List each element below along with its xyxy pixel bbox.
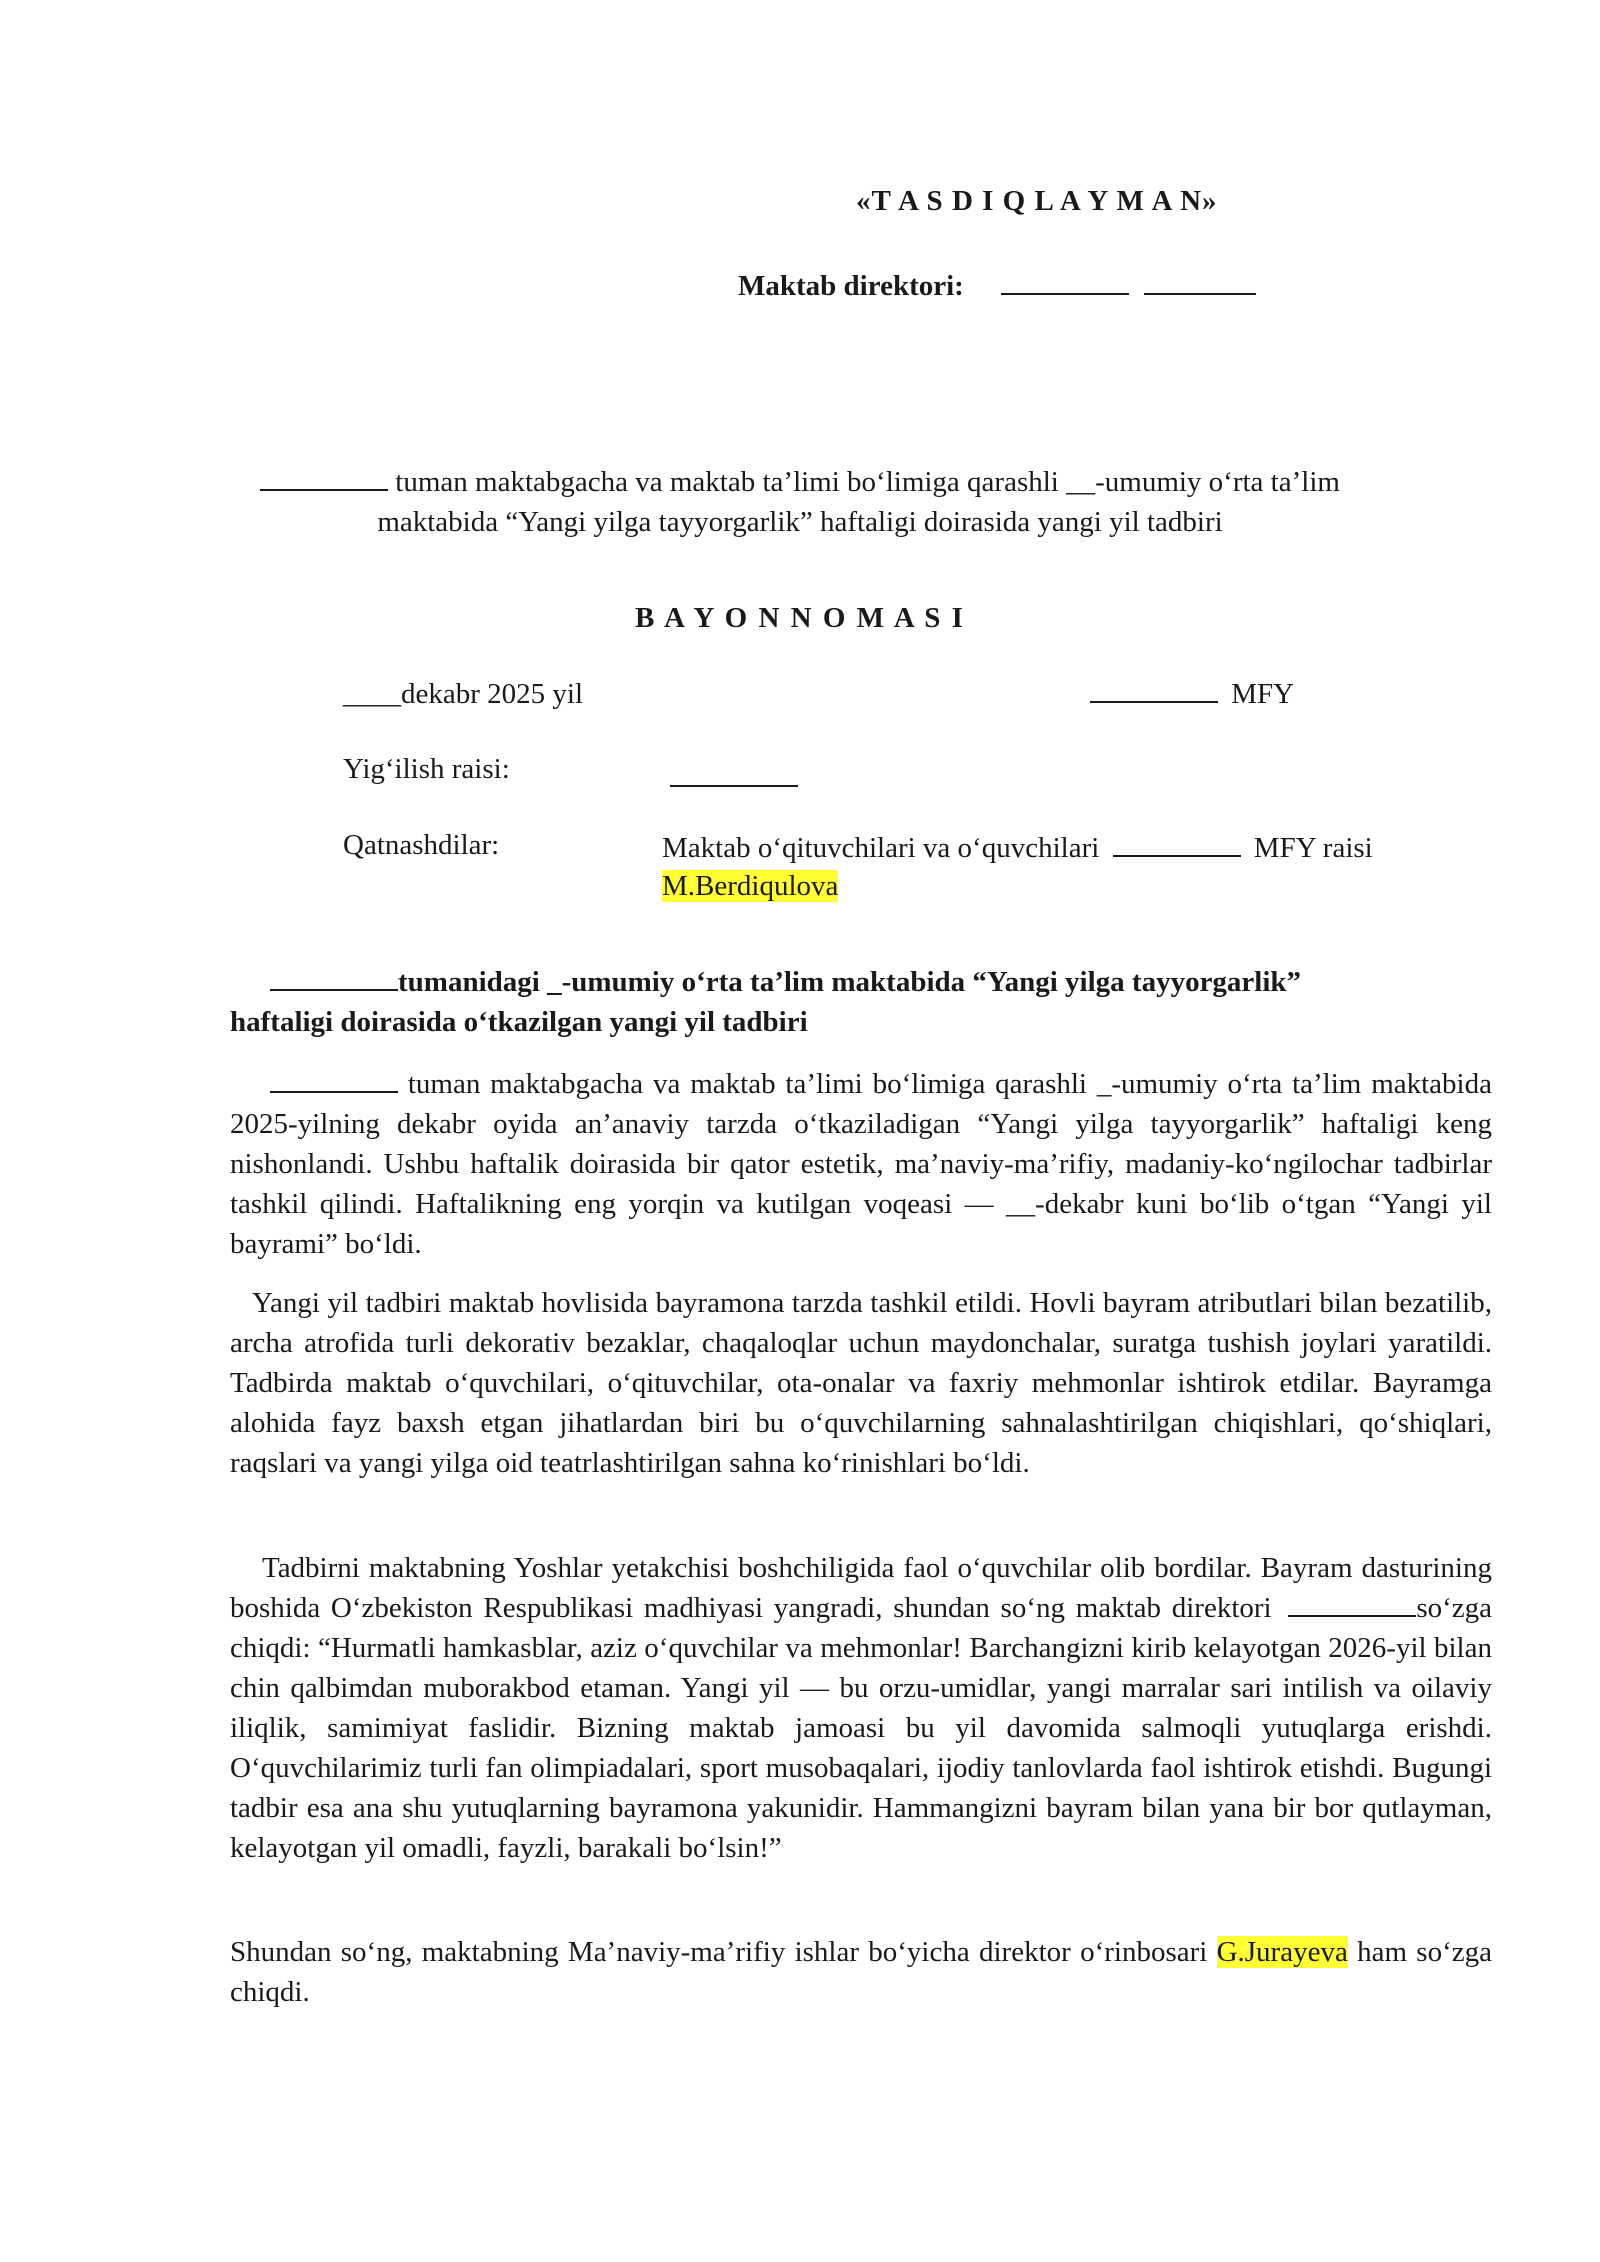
document-header <box>200 462 1400 542</box>
mfy-label: MFY <box>1231 678 1295 710</box>
document-title: B A Y O N N O M A S I <box>635 602 965 634</box>
section-subtitle: tumanidagi _-umumiy o‘rta ta’lim maktabida “Yangi yilga tayyorgarlik” haftaligi doirasida o‘tkazilgan yangi yil tadbiri <box>230 966 1302 1038</box>
district-blank <box>260 488 388 491</box>
director-name-blank <box>1001 292 1129 295</box>
highlighted-name-berdiqulova: M.Berdiqulova <box>662 870 839 902</box>
mfy-blank <box>1090 700 1218 703</box>
chair-label: Yig‘ilish raisi: <box>343 753 510 785</box>
subtitle-district-blank <box>270 988 398 991</box>
paragraph-1: tuman maktabgacha va maktab ta’limi bo‘limiga qarashli _-umumiy o‘rta ta’lim maktabida 2025-yilning dekabr oyida an’anaviy tarzda o‘tkaziladigan “Yangi yilga tayyorgarlik” haftaligi keng nishonlandi. Ushbu haftalik doirasida bir qator estetik, ma’naviy-ma’rifiy, madaniy-ko‘ngilochar tadbirlar tashkil qilindi. Haftalikning eng yorqin va kutilgan voqeasi — __-dekabr kuni bo‘lib o‘tgan “Yangi yil bayrami” bo‘ldi. <box>230 1068 1492 1260</box>
participants-label: Qatnashdilar: <box>343 829 500 861</box>
approval-title: «T A S D I Q L A Y M A N» <box>856 185 1218 217</box>
director-signature-line <box>738 270 1256 303</box>
chair-blank <box>670 784 798 787</box>
paragraph-2: Yangi yil tadbiri maktab hovlisida bayramona tarzda tashkil etildi. Hovli bayram atributlari bilan bezatilib, archa atrofida turli dekorativ bezaklar, chaqaloqlar uchun maydonchalar, suratga tushish joylari yaratildi. Tadbirda maktab o‘quvchilari, o‘qituvchilar, ota-onalar va faxriy mehmonlar ishtirok etdilar. Bayramga alohida fayz baxsh etgan jihatlardan biri bu o‘quvchilarning sahnalashtirilgan chiqishlari, qo‘shiqlari, raqslari va yangi yilga oid teatrlashtirilgan sahna ko‘rinishlari bo‘ldi. <box>230 1287 1492 1479</box>
director-label: Maktab direktori: <box>738 270 964 302</box>
director-signature-blank <box>1144 292 1256 295</box>
mfy-field <box>1090 678 1294 711</box>
date-field: ____dekabr 2025 yil <box>343 678 584 710</box>
p3-director-blank <box>1288 1614 1416 1617</box>
header-line-1: tuman maktabgacha va maktab ta’limi bo‘limiga qarashli __-umumiy o‘rta ta’lim <box>200 462 1400 502</box>
header-line-2: maktabida “Yangi yilga tayyorgarlik” haftaligi doirasida yangi yil tadbiri <box>377 506 1223 538</box>
paragraph-3: Tadbirni maktabning Yoshlar yetakchisi boshchiligida faol o‘quvchilar olib bordilar. Bayram dasturining boshida O‘zbekiston Respublikasi madhiyasi yangradi, shundan so‘ng maktab direktori so‘zga chiqdi: “Hurmatli hamkasblar, aziz o‘quvchilar va mehmonlar! Barchangizni kirib kelayotgan 2026-yil bilan chin qalbimdan muborakbod etaman. Yangi yil — bu orzu-umidlar, yangi marralar sari intilish va oilaviy iliqlik, samimiyat faslidir. Bizning maktab jamoasi bu yil davomida salmoqli yutuqlarga erishdi. O‘quvchilarimiz turli fan olimpiadalari, sport musobaqalari, ijodiy tanlovlarda faol ishtirok etishdi. Bugungi tadbir esa ana shu yutuqlarning bayramona yakunidir. Hammangizni bayram bilan yana bir bor qutlayman, kelayotgan yil omadli, fayzli, barakali bo‘lsin!” <box>230 1552 1492 1864</box>
p1-district-blank <box>270 1090 398 1093</box>
participants-value: Maktab o‘qituvchilari va o‘quvchilari MFY raisi M.Berdiqulova <box>662 832 1373 902</box>
participants-blank <box>1113 854 1241 857</box>
paragraph-4: Shundan so‘ng, maktabning Ma’naviy-ma’rifiy ishlar bo‘yicha direktor o‘rinbosari G.Jurayeva ham so‘zga chiqdi. <box>230 1936 1492 2008</box>
highlighted-name-jurayeva: G.Jurayeva <box>1216 1936 1348 1968</box>
